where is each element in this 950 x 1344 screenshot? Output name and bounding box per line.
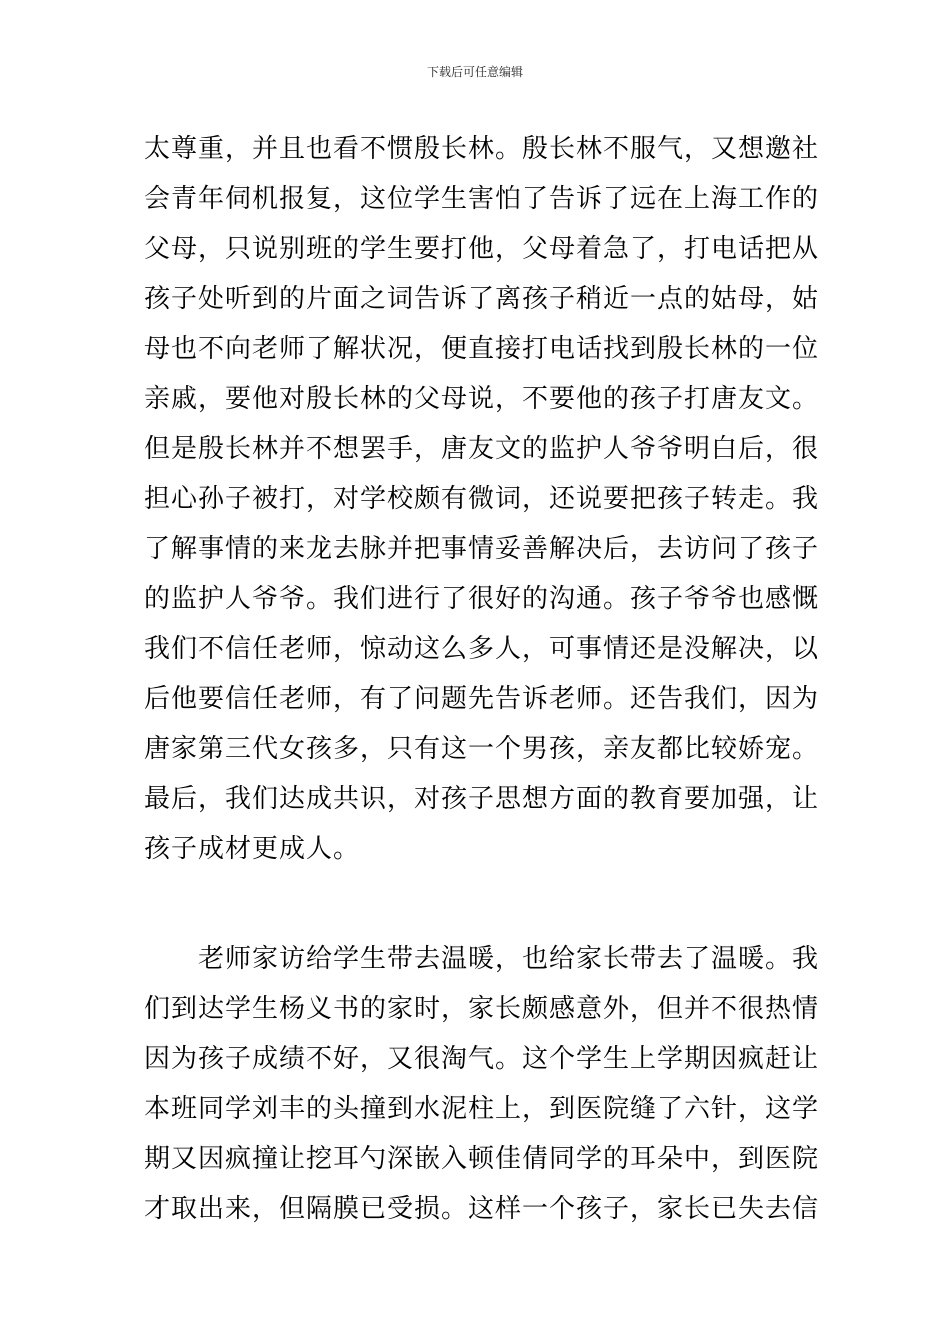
text-line: 会青年伺机报复，这位学生害怕了告诉了远在上海工作的 xyxy=(144,184,820,214)
text-line: 期又因疯撞让挖耳勺深嵌入顿佳倩同学的耳朵中，到医院 xyxy=(144,1144,820,1174)
text-line: 了解事情的来龙去脉并把事情妥善解决后，去访问了孩子 xyxy=(144,534,820,564)
text-line: 们到达学生杨义书的家时，家长颇感意外，但并不很热情 xyxy=(144,994,820,1024)
paragraph-2 xyxy=(144,934,820,1234)
text-line: 的监护人爷爷。我们进行了很好的沟通。孩子爷爷也感慨 xyxy=(144,584,820,614)
text-line: 我们不信任老师，惊动这么多人，可事情还是没解决，以 xyxy=(144,634,820,664)
text-line: 孩子成材更成人。 xyxy=(144,834,361,864)
text-line: 父母，只说别班的学生要打他，父母着急了，打电话把从 xyxy=(144,234,820,264)
text-line: 因为孩子成绩不好，又很淘气。这个学生上学期因疯赶让 xyxy=(144,1044,820,1074)
text-line: 孩子处听到的片面之词告诉了离孩子稍近一点的姑母，姑 xyxy=(144,284,820,314)
paragraph-1 xyxy=(144,124,820,874)
paragraph-spacer xyxy=(144,874,808,934)
text-line: 亲戚，要他对殷长林的父母说，不要他的孩子打唐友文。 xyxy=(144,384,820,414)
text-line: 最后，我们达成共识，对孩子思想方面的教育要加强，让 xyxy=(144,784,820,814)
text-line: 才取出来，但隔膜已受损。这样一个孩子，家长已失去信 xyxy=(144,1194,820,1224)
text-line: 唐家第三代女孩多，只有这一个男孩，亲友都比较娇宠。 xyxy=(144,734,820,764)
text-line: 但是殷长林并不想罢手，唐友文的监护人爷爷明白后，很 xyxy=(144,434,820,464)
text-line: 本班同学刘丰的头撞到水泥柱上，到医院缝了六针，这学 xyxy=(144,1094,820,1124)
text-line: 母也不向老师了解状况，便直接打电话找到殷长林的一位 xyxy=(144,334,820,364)
text-line: 担心孙子被打，对学校颇有微词，还说要把孩子转走。我 xyxy=(144,484,820,514)
text-line: 太尊重，并且也看不惯殷长林。殷长林不服气，又想邀社 xyxy=(144,134,820,164)
page-header: 下载后可任意编辑 xyxy=(426,65,523,79)
text-line: 老师家访给学生带去温暖，也给家长带去了温暖。我 xyxy=(198,944,820,974)
document-body xyxy=(144,124,820,1234)
text-line: 后他要信任老师，有了问题先告诉老师。还告我们，因为 xyxy=(144,684,820,714)
